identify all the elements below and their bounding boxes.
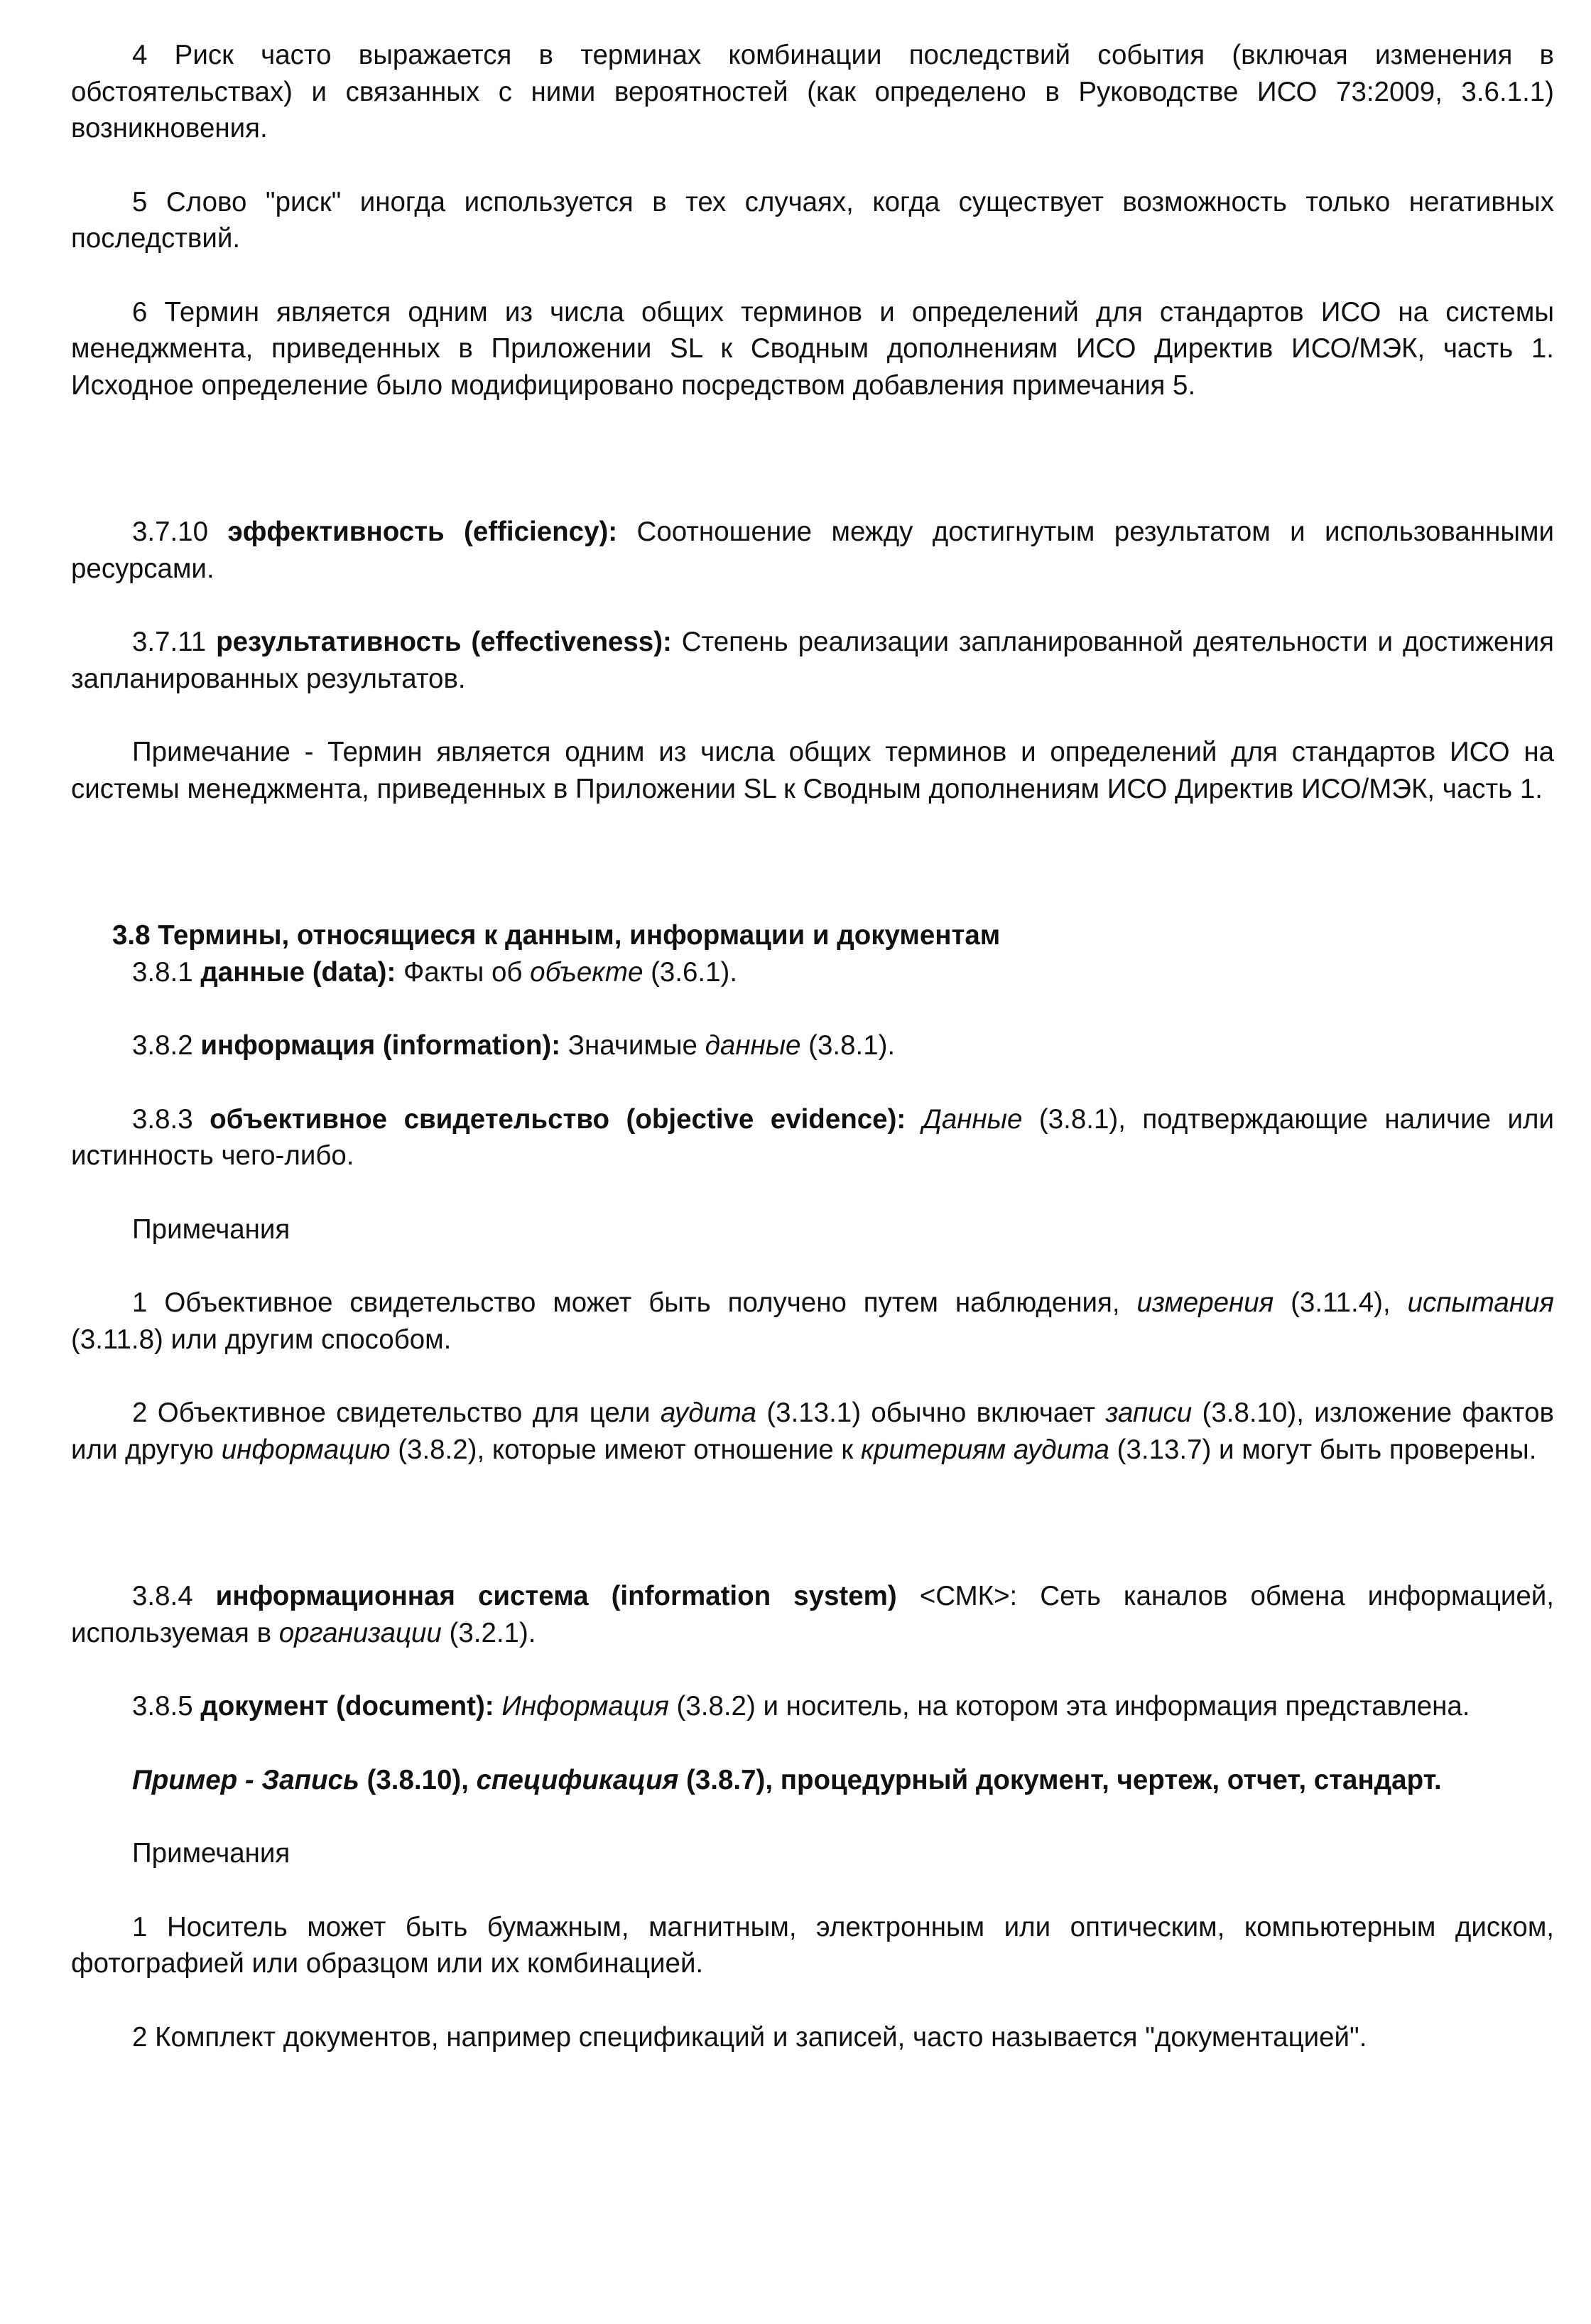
term-reference: спецификация xyxy=(476,1764,679,1795)
example-lead: Пример - Запись xyxy=(132,1764,359,1795)
term-name: информация (information): xyxy=(200,1030,561,1061)
term-3-8-3 xyxy=(71,1101,1554,1174)
note-3-8-3-1 xyxy=(71,1285,1554,1358)
term-reference: данные xyxy=(705,1030,801,1061)
note-text: (3.11.8) или другим способом. xyxy=(71,1324,452,1355)
note-3-8-5-1: 1 Носитель может быть бумажным, магнитным, электронным или оптическим, компьютерным диском, фотографией или образцом или их комбинацией. xyxy=(71,1911,1554,1979)
definition-text: Факты об xyxy=(396,956,531,988)
term-3-8-1 xyxy=(71,954,1554,991)
note-text: 1 Объективное свидетельство может быть получено путем наблюдения, xyxy=(132,1287,1137,1318)
note-3-8-3-2 xyxy=(71,1395,1554,1468)
term-reference: критериям аудита xyxy=(860,1434,1109,1465)
term-name: данные (data): xyxy=(200,956,396,988)
term-reference: Данные xyxy=(922,1103,1023,1135)
note-text: (3.8.2), которые имеют отношение к xyxy=(390,1434,861,1465)
note-3-7-11: Примечание - Термин является одним из числа общих терминов и определений для стандартов ИСО на системы менеджмента, приведенных в Приложении SL к Сводным дополнениям ИСО Директив ИСО/МЭК, часть 1. xyxy=(71,737,1554,804)
note-text: (3.13.7) и могут быть проверены. xyxy=(1109,1434,1537,1465)
term-number: 3.8.4 xyxy=(132,1581,193,1611)
example-text: (3.8.10), xyxy=(359,1764,477,1795)
note-3-8-5-2: 2 Комплект документов, например спецификаций и записей, часто называется "документацией". xyxy=(132,2021,1367,2053)
term-definition: Соотношение между достигнутым результатом и использованными ресурсами. xyxy=(71,517,1554,584)
notes-heading: Примечания xyxy=(132,1214,290,1245)
term-number: 3.8.2 xyxy=(132,1030,193,1061)
term-3-7-10 xyxy=(71,514,1554,587)
definition-text: (3.6.1). xyxy=(643,956,738,988)
term-number: 3.8.5 xyxy=(132,1691,193,1722)
term-3-8-4 xyxy=(71,1578,1554,1651)
term-reference: записи xyxy=(1105,1398,1193,1428)
term-reference: информацию xyxy=(221,1434,391,1465)
note-text: 2 Объективное свидетельство для цели xyxy=(132,1398,661,1428)
note-risk-5: 5 Слово "риск" иногда используется в тех случаях, когда существует возможность только негативных последствий. xyxy=(71,186,1554,254)
term-3-7-11 xyxy=(71,624,1554,697)
note-risk-6: 6 Термин является одним из числа общих терминов и определений для стандартов ИСО на системы менеджмента, приведенных в Приложении SL к Сводным дополнениям ИСО Директив ИСО/МЭК, часть 1. Исходное определение было модифицировано посредством добавления примечания 5. xyxy=(71,296,1554,401)
term-reference: измерения xyxy=(1136,1287,1274,1318)
note-text: (3.13.1) обычно включает xyxy=(756,1398,1106,1428)
term-name: результативность (effectiveness): xyxy=(216,627,672,657)
notes-heading: Примечания xyxy=(132,1838,290,1869)
definition-text: (3.8.1), подтверждающие наличие или истинность чего-либо. xyxy=(71,1103,1555,1171)
term-definition: Степень реализации запланированной деятельности и достижения запланированных результатов. xyxy=(71,627,1554,694)
term-name: документ (document): xyxy=(200,1691,494,1722)
term-3-8-2 xyxy=(71,1027,1554,1064)
term-number: 3.8.1 xyxy=(132,956,193,988)
note-text: (3.8.10), изложение фактов или другую xyxy=(71,1398,1554,1465)
definition-text: (3.8.1). xyxy=(800,1030,896,1061)
term-reference: объекте xyxy=(530,956,644,988)
note-risk-4: 4 Риск часто выражается в терминах комбинации последствий события (включая изменения в обстоятельствах) и связанных с ними вероятностей (как определено в Руководстве ИСО 73:2009, 3.6.1.1) возникновения. xyxy=(71,40,1554,144)
example-text: (3.8.7), процедурный документ, чертеж, отчет, стандарт. xyxy=(678,1764,1442,1795)
section-heading-3-8: 3.8 Термины, относящиеся к данным, информации и документам xyxy=(112,920,1001,951)
document-body xyxy=(71,37,1554,2055)
term-number: 3.7.11 xyxy=(132,627,207,657)
term-reference: организации xyxy=(278,1617,442,1648)
note-text: (3.11.4), xyxy=(1274,1287,1408,1318)
term-number: 3.8.3 xyxy=(132,1103,193,1135)
term-reference: испытания xyxy=(1407,1287,1554,1318)
term-3-8-5 xyxy=(71,1688,1554,1725)
example-3-8-5 xyxy=(71,1762,1554,1799)
term-name: эффективность (efficiency): xyxy=(227,517,618,547)
term-name: объективное свидетельство (objective evidence): xyxy=(210,1103,906,1135)
definition-text: (3.2.1). xyxy=(441,1617,536,1648)
definition-text: <СМК>: Сеть каналов обмена информацией, используемая в xyxy=(71,1581,1554,1648)
term-reference: аудита xyxy=(660,1398,756,1428)
definition-text: Значимые xyxy=(560,1030,705,1061)
term-number: 3.7.10 xyxy=(132,517,209,547)
term-name: информационная система (information system) xyxy=(215,1581,897,1611)
definition-text: (3.8.2) и носитель, на котором эта информация представлена. xyxy=(668,1691,1470,1722)
term-reference: Информация xyxy=(501,1691,669,1722)
